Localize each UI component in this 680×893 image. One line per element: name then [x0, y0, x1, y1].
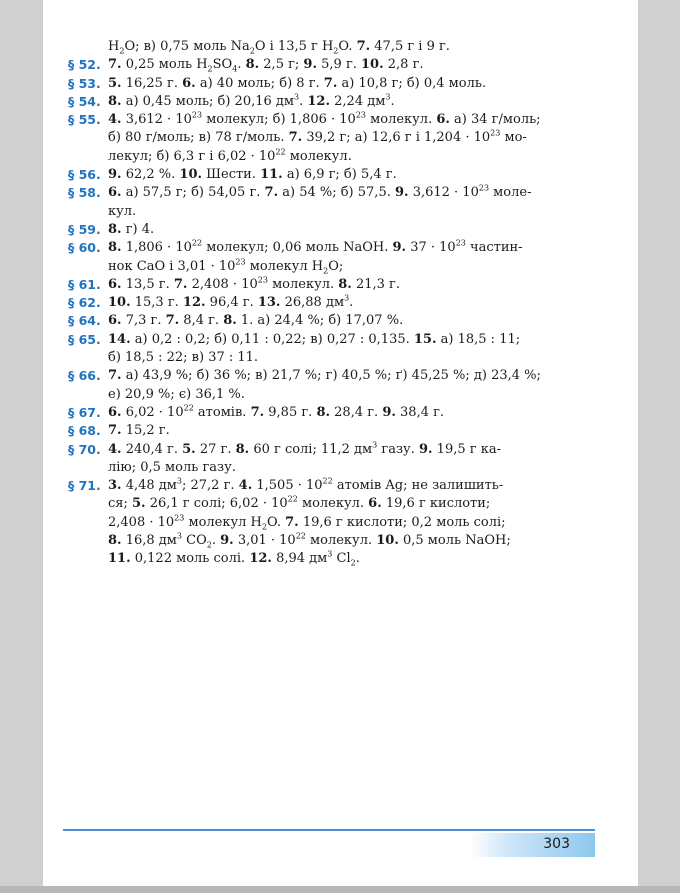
answer-line: 10. 15,3 г. 12. 96,4 г. 13. 26,88 $дм^3$. — [108, 293, 354, 311]
section-label: § 64. — [68, 313, 101, 329]
answer-entry — [68, 276, 588, 294]
answer-line: 6. $6,02 \cdot 10^{22}$ атомів. 7. 9,85 г. 8. 28,4 г. 9. 38,4 г. — [108, 403, 445, 420]
answer-entry — [68, 221, 588, 239]
answer-line: кул. — [108, 203, 137, 219]
section-label: § 54. — [68, 93, 101, 109]
footer-rule — [63, 829, 595, 831]
section-label: § 68. — [68, 423, 101, 439]
answer-line: 6. 7,3 г. 7. 8,4 г. 8. 1. а) 24,4 %; б) 17,07 %. — [108, 313, 404, 329]
section-label: § 56. — [68, 167, 101, 183]
section-label: § 62. — [68, 295, 101, 311]
answer-line: 4. 240,4 г. 5. 27 г. 8. 60 г солі; 11,2 $дм^3$ газу. 9. 19,5 г ка- — [108, 440, 501, 457]
answer-line: 6. 13,5 г. 7. $2,408 \cdot 10^{23}$ молекул. 8. 21,3 г. — [108, 275, 400, 292]
answer-line: 4. $3,612 \cdot 10^{23}$ молекул; б) $1,806 \cdot 10^{23}$ молекул. 6. а) 34 г/моль; — [108, 110, 541, 128]
answer-entry — [68, 331, 588, 368]
answer-line: лекул; б) 6,3 г і $6,02 \cdot 10^{22}$ молекул. — [108, 147, 352, 164]
answer-line: е) 20,9 %; є) 36,1 %. — [108, 386, 245, 402]
section-label: § 60. — [68, 240, 101, 256]
answer-line: 3. 4,48 $дм^3$; 27,2 г. 4. $1,505 \cdot 10^{22}$ атомів Ag; не залишить- — [108, 476, 504, 494]
answer-line: б) 18,5 : 22; в) 37 : 11. — [108, 350, 259, 366]
answer-line: 9. 62,2 %. 10. Шести. 11. а) 6,9 г; б) 5,4 г. — [108, 167, 397, 183]
bottom-edge — [0, 886, 680, 893]
answer-line: нок CaO і $3,01 \cdot 10^{23}$ молекул $H_2O$; — [108, 257, 344, 276]
answer-line: 6. а) 57,5 г; б) 54,05 г. 7. а) 54 %; б) 57,5. 9. $3,612 \cdot 10^{23}$ моле- — [108, 184, 532, 201]
answer-entry — [68, 367, 588, 404]
answer-line: лію; 0,5 моль газу. — [108, 459, 236, 475]
answer-line: 11. 0,122 моль солі. 12. 8,94 $дм^3$ $Cl_2$. — [108, 549, 360, 568]
answer-line: 14. а) 0,2 : 0,2; б) 0,11 : 0,22; в) 0,27 : 0,135. 15. а) 18,5 : 11; — [108, 331, 521, 347]
answer-line: 8. г) 4. — [108, 221, 155, 237]
answer-entry — [68, 441, 588, 478]
section-label: § 55. — [68, 112, 101, 128]
section-label: § 52. — [68, 57, 101, 73]
answer-entry — [68, 404, 588, 422]
page-number: 303 — [543, 836, 570, 852]
answer-entry — [68, 312, 588, 330]
answer-entry — [68, 111, 588, 166]
answer-line: 8. $1,806 \cdot 10^{22}$ молекул; 0,06 моль NaOH. 9. $37 \cdot 10^{23}$ частин- — [108, 238, 523, 256]
answer-entry — [68, 239, 588, 276]
answer-entry — [68, 93, 588, 111]
section-label: § 53. — [68, 75, 101, 91]
answer-entry — [68, 294, 588, 312]
answers-list — [68, 38, 588, 569]
answer-line: ся; 5. 26,1 г солі; $6,02 \cdot 10^{22}$ молекул. 6. 19,6 г кислоти; — [108, 495, 491, 512]
answer-entry — [68, 477, 588, 568]
section-label: § 66. — [68, 368, 101, 384]
section-label: § 61. — [68, 276, 101, 292]
answer-entry — [68, 166, 588, 184]
answer-entry — [68, 184, 588, 221]
answer-line: $2,408 \cdot 10^{23}$ молекул $H_2O$. 7. 19,6 г кислоти; 0,2 моль солі; — [108, 513, 506, 532]
answer-entry — [68, 422, 588, 440]
answer-line: $H_2O$; в) 0,75 моль $Na_2O$ і 13,5 г $H_2O$. 7. 47,5 г і 9 г. — [108, 39, 450, 56]
answer-line: 7. 0,25 моль $H_2SO_4$. 8. 2,5 г; 9. 5,9 г. 10. 2,8 г. — [108, 57, 424, 74]
section-label: § 58. — [68, 185, 101, 201]
answer-entry — [68, 75, 588, 93]
answer-entry — [68, 56, 588, 74]
section-label: § 71. — [68, 478, 101, 494]
answer-line: б) 80 г/моль; в) 78 г/моль. 7. 39,2 г; а) 12,6 г і $1,204 \cdot 10^{23}$ мо- — [108, 129, 527, 146]
answer-line: 7. 15,2 г. — [108, 423, 170, 439]
answer-entry — [68, 38, 588, 56]
answer-line: 8. а) 0,45 моль; б) 20,16 $дм^3$. 12. 2,24 $дм^3$. — [108, 92, 395, 109]
answer-line: 8. 16,8 $дм^3$ $CO_2$. 9. $3,01 \cdot 10^{22}$ молекул. 10. 0,5 моль NaOH; — [108, 531, 511, 550]
section-label: § 65. — [68, 331, 101, 347]
section-label: § 70. — [68, 441, 101, 457]
section-label: § 59. — [68, 221, 101, 237]
answer-line: 5. 16,25 г. 6. а) 40 моль; б) 8 г. 7. а) 10,8 г; б) 0,4 моль. — [108, 75, 487, 91]
answer-line: 7. а) 43,9 %; б) 36 %; в) 21,7 %; г) 40,5 %; ґ) 45,25 %; д) 23,4 %; — [108, 368, 541, 384]
section-label: § 67. — [68, 404, 101, 420]
